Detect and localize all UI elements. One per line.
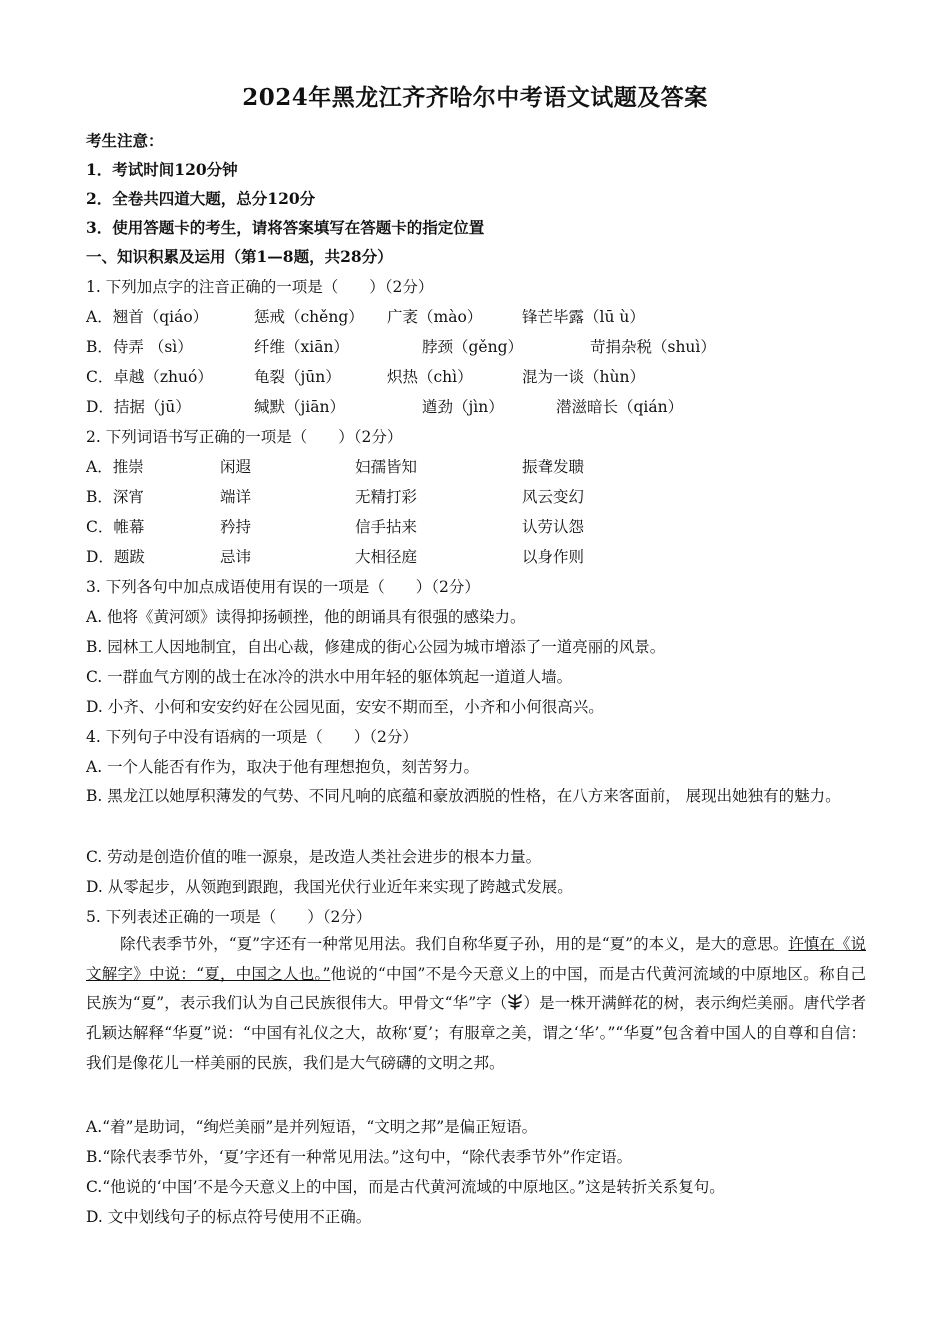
underlined-sentence: 许慎在《说文解字》中说：“夏，中国之人也。” xyxy=(86,935,866,983)
q2-option: 端详 xyxy=(220,488,252,506)
q2-option: C．帷幕 xyxy=(86,518,145,536)
question-stem-1: 1. 下列加点字的注音正确的一项是（ ）（2分） xyxy=(86,278,434,296)
q3-option: A. 他将《黄河颂》读得抑扬顿挫，他的朗诵具有很强的感染力。 xyxy=(86,608,526,626)
passage-text: ）是一株开满鲜花的树，表示绚烂美丽。唐代学者孔颖达解释“华夏”说：“中国有礼仪之大，故称‘夏’；有服章之美，谓之‘华’。”“华夏”包含着中国人的自尊和自信：我们是像花儿一样美丽的民族，我们是大气磅礴的文明之邦。 xyxy=(86,994,866,1072)
q1-option: 混为一谈（hùn） xyxy=(522,368,645,386)
q1-option: 遒劲（jìn） xyxy=(422,398,504,416)
q1-option: 惩戒（chěng） xyxy=(254,308,364,326)
question-stem-2: 2. 下列词语书写正确的一项是（ ）（2分） xyxy=(86,428,403,446)
q1-option: 锋芒毕露（lū ù） xyxy=(522,308,645,326)
q4-option: C. 劳动是创造价值的唯一源泉，是改造人类社会进步的根本力量。 xyxy=(86,848,542,866)
q1-option: 苛捐杂税（shuì） xyxy=(590,338,716,356)
q1-option: 龟裂（jūn） xyxy=(254,368,341,386)
q1-option: 炽热（chì） xyxy=(387,368,473,386)
q2-option: A．推崇 xyxy=(86,458,144,476)
q2-option: 风云变幻 xyxy=(522,488,585,506)
q2-option: 妇孺皆知 xyxy=(355,458,418,476)
question-stem-3: 3. 下列各句中加点成语使用有误的一项是（ ）（2分） xyxy=(86,578,480,596)
q2-option: 认劳认怨 xyxy=(522,518,585,536)
q1-option: 脖颈（gěng） xyxy=(422,338,524,356)
q4-option: B. 黑龙江以她厚积薄发的气势、不同凡响的底蕴和豪放洒脱的性格，在八方来客面前， 展现出她独有的魅力。 xyxy=(86,787,841,805)
q3-option: C. 一群血气方刚的战士在冰冷的洪水中用年轻的躯体筑起一道道人墙。 xyxy=(86,668,573,686)
question-stem-5: 5. 下列表述正确的一项是（ ）（2分） xyxy=(86,908,372,926)
q2-option: 振聋发聩 xyxy=(522,458,585,476)
q2-option: 大相径庭 xyxy=(355,548,418,566)
q5-option: C.“他说的‘中国’不是今天意义上的中国，而是古代黄河流域的中原地区。”这是转折关系复句。 xyxy=(86,1178,725,1196)
q1-option: A．翘首（qiáo） xyxy=(86,308,209,326)
q1-option: C．卓越（zhuó） xyxy=(86,368,213,386)
q1-option: 潜滋暗长（qián） xyxy=(556,398,684,416)
q2-option: D．题跋 xyxy=(86,548,145,566)
q2-option: 信手拈来 xyxy=(355,518,418,536)
q2-option: 以身作则 xyxy=(522,548,585,566)
reading-passage xyxy=(86,930,866,1079)
q2-option: B．深宵 xyxy=(86,488,144,506)
passage-text: 他说的“中国”不是今天意义上的中国，而是古代黄河流域的中原地区。称自己民族为“夏”，表示我们认为自己民族很伟大。甲骨文“华”字（ xyxy=(86,964,866,1013)
notice-item: 2．全卷共四道大题，总分120分 xyxy=(86,189,316,208)
section-heading: 一、知识积累及运用（第1—8题，共28分） xyxy=(86,247,393,266)
q5-option: B.“除代表季节外，‘夏’字还有一种常见用法。”这句中，“除代表季节外”作定语。 xyxy=(86,1148,633,1166)
notice-item: 3．使用答题卡的考生，请将答案填写在答题卡的指定位置 xyxy=(86,218,485,237)
q1-option: 广袤（mào） xyxy=(387,308,483,326)
q1-option: 缄默（jiān） xyxy=(254,398,345,416)
q1-option: B．侍弄 （sì） xyxy=(86,338,193,356)
q1-option: 纤维（xiān） xyxy=(254,338,349,356)
oracle-bone-hua-glyph-icon xyxy=(507,991,523,1007)
notice-heading: 考生注意： xyxy=(86,131,164,150)
q4-option: D. 从零起步，从领跑到跟跑，我国光伏行业近年来实现了跨越式发展。 xyxy=(86,878,573,896)
q4-option: A. 一个人能否有作为，取决于他有理想抱负，刻苦努力。 xyxy=(86,758,480,776)
q3-option: D. 小齐、小何和安安约好在公园见面，安安不期而至，小齐和小何很高兴。 xyxy=(86,698,604,716)
question-stem-4: 4. 下列句子中没有语病的一项是（ ）（2分） xyxy=(86,728,418,746)
page-title: 2024年黑龙江齐齐哈尔中考语文试题及答案 xyxy=(242,84,708,111)
passage-text: 除代表季节外，“夏”字还有一种常见用法。我们自称华夏子孙，用的是“夏”的本义，是大的意思。 xyxy=(120,935,789,953)
q5-option: A.“着”是助词，“绚烂美丽”是并列短语，“文明之邦”是偏正短语。 xyxy=(86,1118,538,1136)
notice-item: 1．考试时间120分钟 xyxy=(86,160,238,179)
q2-option: 无精打彩 xyxy=(355,488,418,506)
q1-option: D．拮据（jū） xyxy=(86,398,191,416)
q5-option: D. 文中划线句子的标点符号使用不正确。 xyxy=(86,1208,372,1226)
q2-option: 忌讳 xyxy=(220,548,252,566)
q2-option: 矜持 xyxy=(220,518,252,536)
q2-option: 闲遐 xyxy=(220,458,252,476)
q3-option: B. 园林工人因地制宜，自出心裁，修建成的街心公园为城市增添了一道亮丽的风景。 xyxy=(86,638,666,656)
